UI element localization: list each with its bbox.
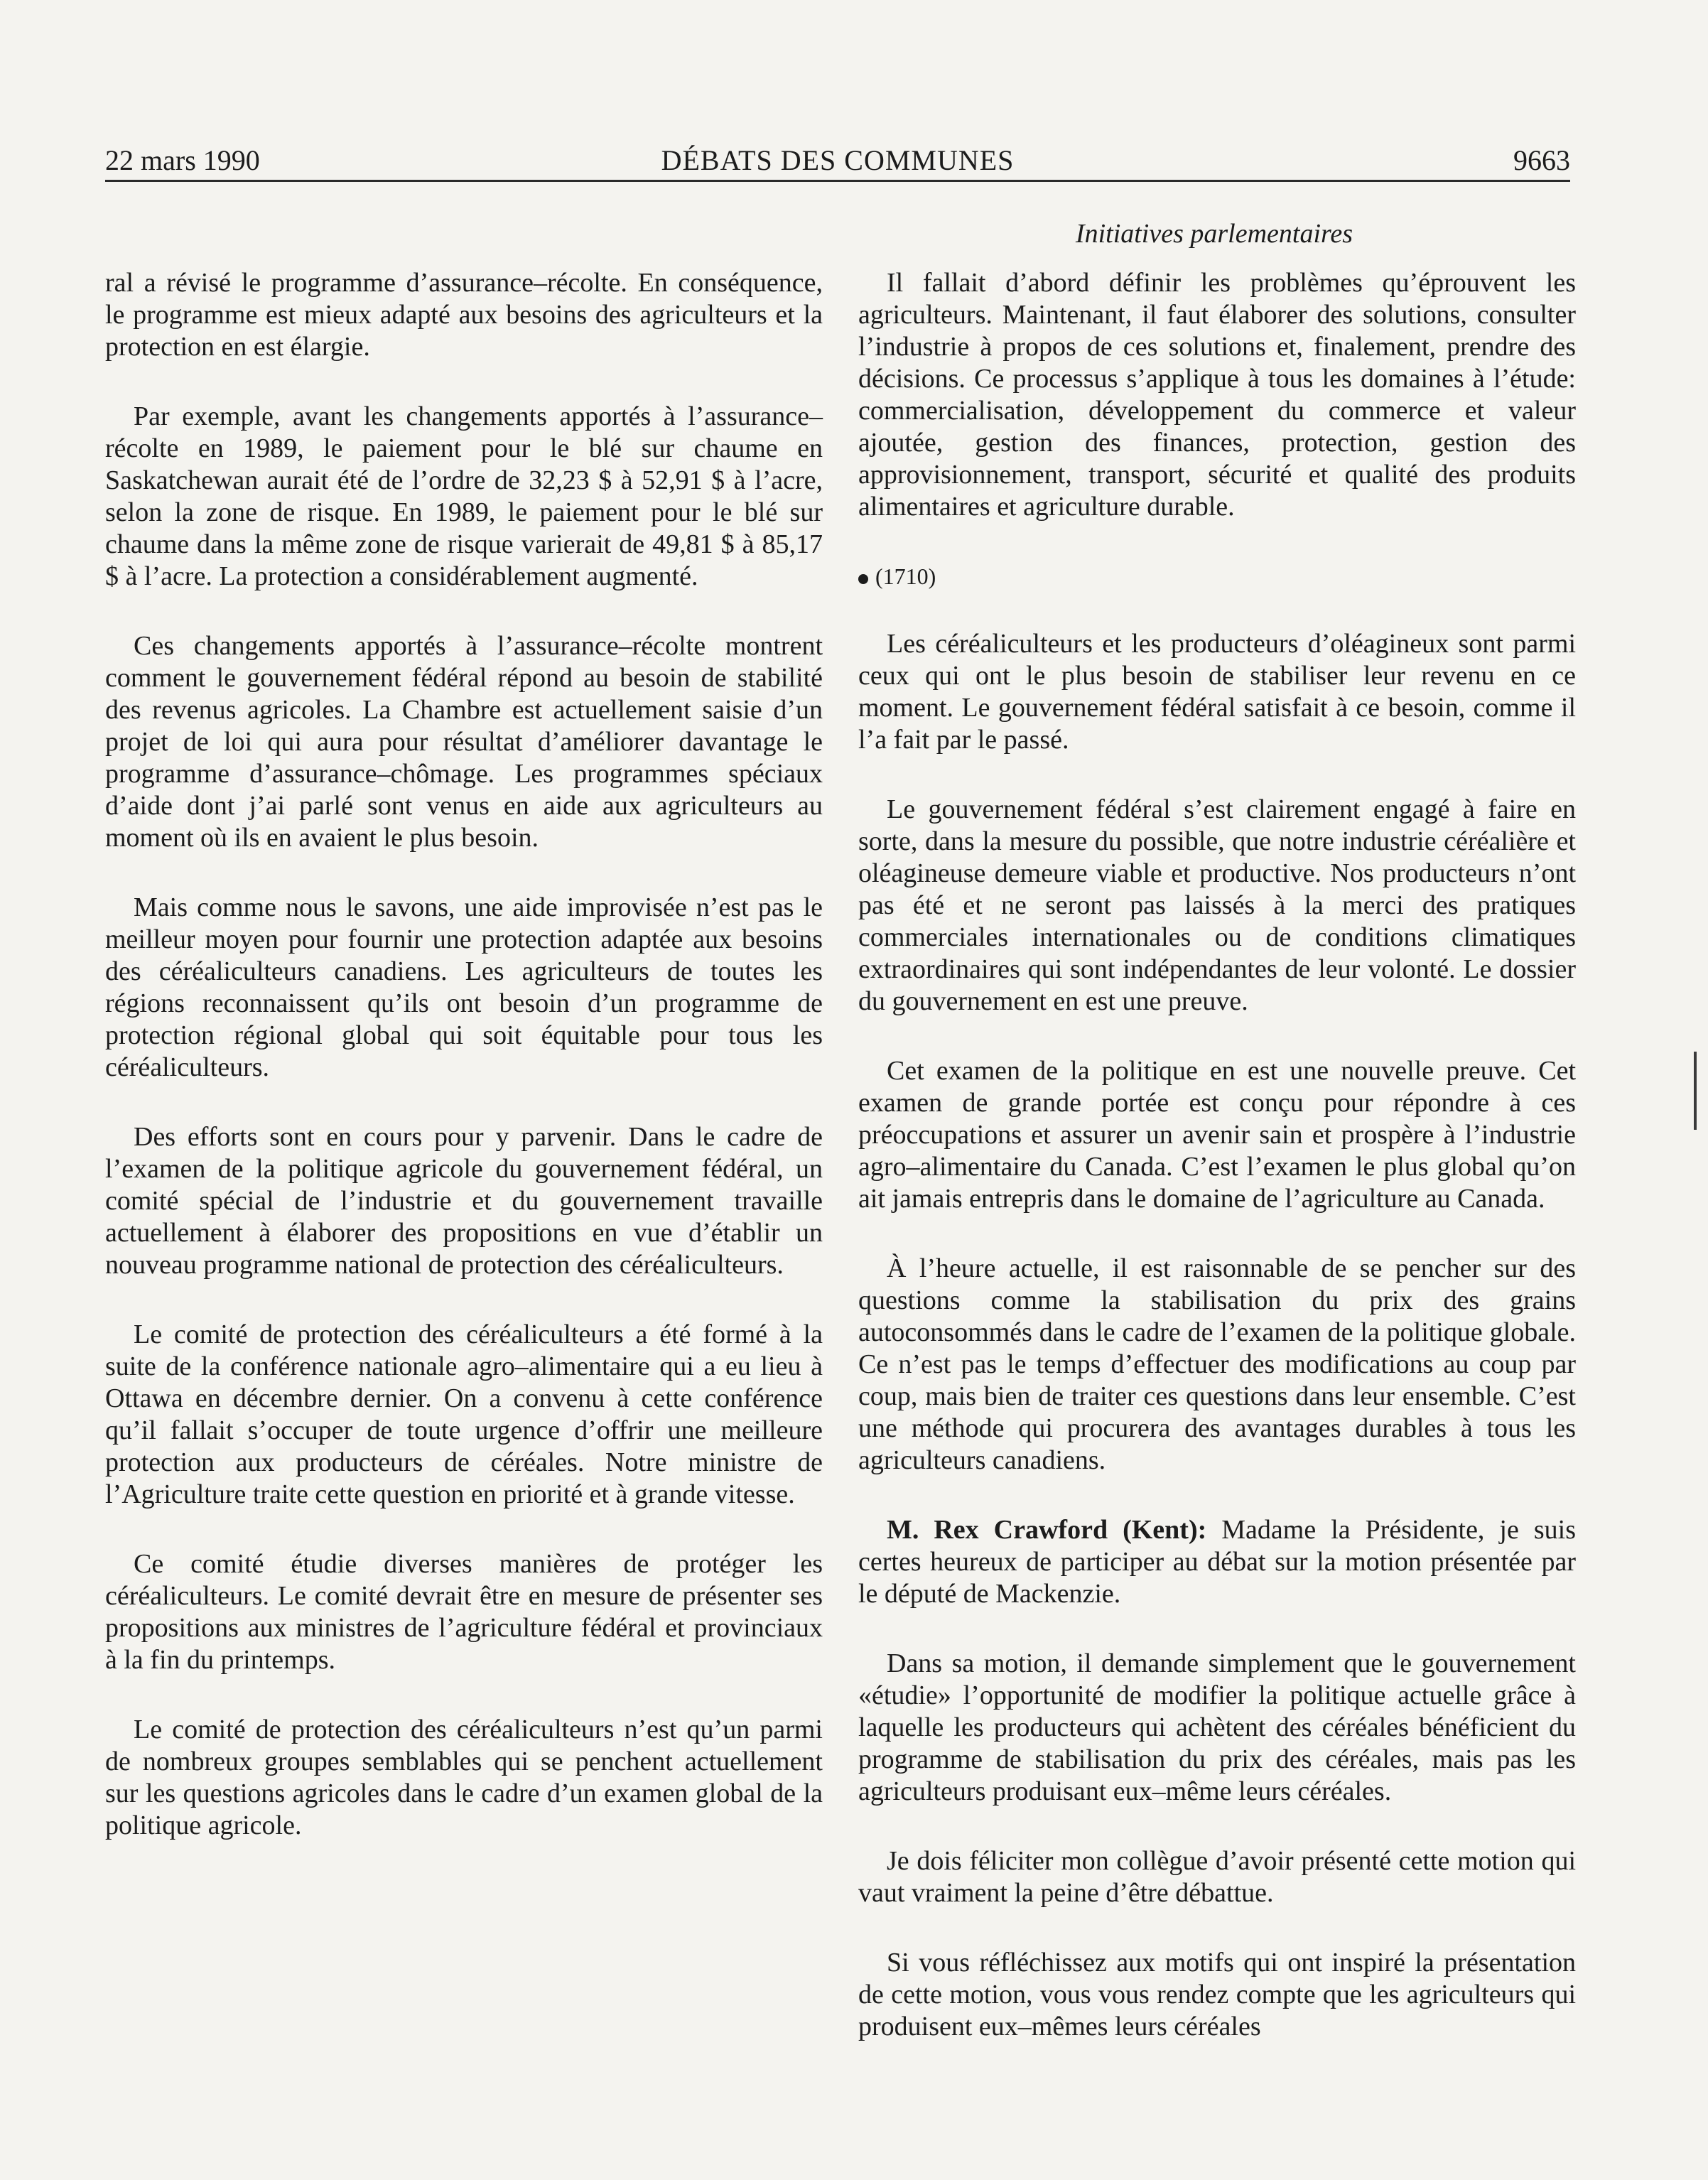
speaker-paragraph xyxy=(858,1514,1576,1610)
left-column xyxy=(105,267,823,1879)
paragraph: Ces changements apportés à l’assurance–récolte montrent comment le gouvernement fédéral répond au besoin de stabilité des revenus agricoles. La Chambre est actuellement saisie d’un projet de loi qui aura pour résultat d’améliorer davantage le programme d’assurance–chômage. Les programmes spéciaux d’aide dont j’ai parlé sont venus en aide aux agriculteurs au moment où ils en avaient le plus besoin. xyxy=(105,631,823,853)
speaker-name: M. Rex Crawford (Kent): xyxy=(887,1515,1207,1545)
paragraph: Dans sa motion, il demande simplement que le gouvernement «étudie» l’opportunité de modifier la politique actuelle grâce à laquelle les producteurs qui achètent des céréales bénéficient du programme de stabilisation du prix des céréales, mais pas les agriculteurs produisant eux–même leurs céréales. xyxy=(858,1649,1576,1806)
right-column xyxy=(858,267,1576,2081)
time-marker xyxy=(858,561,1576,593)
paragraph: Les céréaliculteurs et les producteurs d’oléagineux sont parmi ceux qui ont le plus besoin de stabiliser leur revenu en ce moment. Le gouvernement fédéral satisfait à ce besoin, comme il l’a fait par le passé. xyxy=(858,629,1576,755)
paragraph: Je dois féliciter mon collègue d’avoir présenté cette motion qui vaut vraiment la peine d’être débattue. xyxy=(858,1846,1576,1908)
page-header xyxy=(105,139,1570,182)
paragraph: Mais comme nous le savons, une aide improvisée n’est pas le meilleur moyen pour fournir une protection adaptée aux besoins des céréaliculteurs canadiens. Les agriculteurs de toutes les régions reconnaissent qu’ils ont besoin d’un programme de protection régional global qui soit équitable pour tous les céréaliculteurs. xyxy=(105,892,823,1082)
paragraph: Il fallait d’abord définir les problèmes qu’éprouvent les agriculteurs. Maintenant, il faut élaborer des solutions, consulter l’industrie à propos de ces solutions et, finalement, prendre des décisions. Ce processus s’applique à tous les domaines à l’étude: commercialisation, développement du commerce et valeur ajoutée, gestion des finances, protection, gestion des approvisionnement, transport, sécurité et qualité des produits alimentaires et agriculture durable. xyxy=(858,268,1576,522)
header-date: 22 mars 1990 xyxy=(105,144,260,176)
paragraph: Des efforts sont en cours pour y parvenir. Dans le cadre de l’examen de la politique agricole du gouvernement fédéral, un comité spécial de l’industrie et du gouvernement travaille actuellement à élaborer des propositions en vue d’établir un nouveau programme national de protection des céréaliculteurs. xyxy=(105,1122,823,1280)
header-rule xyxy=(105,180,1570,182)
paragraph: Le comité de protection des céréaliculteurs a été formé à la suite de la conférence nationale agro–alimentaire qui a eu lieu à Ottawa en décembre dernier. On a convenu à cette conférence qu’il fallait s’occuper de toute urgence d’offrir une meilleure protection aux producteurs de céréales. Notre ministre de l’Agriculture traite cette question en priorité et à grande vitesse. xyxy=(105,1320,823,1509)
time-marker-text: (1710) xyxy=(875,563,936,589)
header-page-number: 9663 xyxy=(1513,144,1570,176)
speaker-text: Madame la Présidente, je suis certes heureux de participer au débat sur la motion présentée par le député de Mackenzie. xyxy=(858,1515,1576,1609)
paragraph: Si vous réfléchissez aux motifs qui ont inspiré la présentation de cette motion, vous vous rendez compte que les agriculteurs qui produisent eux–mêmes leurs céréales xyxy=(858,1948,1576,2041)
paragraph: ral a révisé le programme d’assurance–récolte. En conséquence, le programme est mieux adapté aux besoins des agriculteurs et la protection en est élargie. xyxy=(105,268,823,362)
bullet-icon xyxy=(858,574,868,584)
header-title: DÉBATS DES COMMUNES xyxy=(661,144,1015,176)
scan-edge-mark xyxy=(1694,1052,1697,1130)
paragraph: Le gouvernement fédéral s’est clairement engagé à faire en sorte, dans la mesure du possible, que notre industrie céréalière et oléagineuse demeure viable et productive. Nos producteurs n’ont pas été et ne seront pas laissés à la merci des pratiques commerciales internationales ou de conditions climatiques extraordinaires qui sont indépendantes de leur volonté. Le dossier du gouvernement en est une preuve. xyxy=(858,794,1576,1016)
paragraph: À l’heure actuelle, il est raisonnable de se pencher sur des questions comme la stabilisation du prix des grains autoconsommés dans le cadre de l’examen de la politique globale. Ce n’est pas le temps d’effectuer des modifications au coup par coup, mais bien de traiter ces questions dans leur ensemble. C’est une méthode qui procurera des avantages durables à tous les agriculteurs canadiens. xyxy=(858,1253,1576,1475)
paragraph: Par exemple, avant les changements apportés à l’assurance–récolte en 1989, le paiement pour le blé sur chaume en Saskatchewan aurait été de l’ordre de 32,23 $ à 52,91 $ à l’acre, selon la zone de risque. En 1989, le paiement pour le blé sur chaume dans la même zone de risque varierait de 49,81 $ à 85,17 $ à l’acre. La protection a considérablement augmenté. xyxy=(105,401,823,591)
paragraph: Ce comité étudie diverses manières de protéger les céréaliculteurs. Le comité devrait être en mesure de présenter ses propositions aux ministres de l’agriculture fédéral et provinciaux à la fin du printemps. xyxy=(105,1549,823,1675)
paragraph: Cet examen de la politique en est une nouvelle preuve. Cet examen de grande portée est conçu pour répondre à ces préoccupations et assurer un avenir sain et prospère à l’industrie agro–alimentaire du Canada. C’est l’examen le plus global qu’on ait jamais entrepris dans le domaine de l’agriculture au Canada. xyxy=(858,1056,1576,1214)
paragraph: Le comité de protection des céréaliculteurs n’est qu’un parmi de nombreux groupes semblables qui se penchent actuellement sur les questions agricoles dans le cadre d’un examen global de la politique agricole. xyxy=(105,1715,823,1840)
section-label: Initiatives parlementaires xyxy=(1075,219,1353,249)
